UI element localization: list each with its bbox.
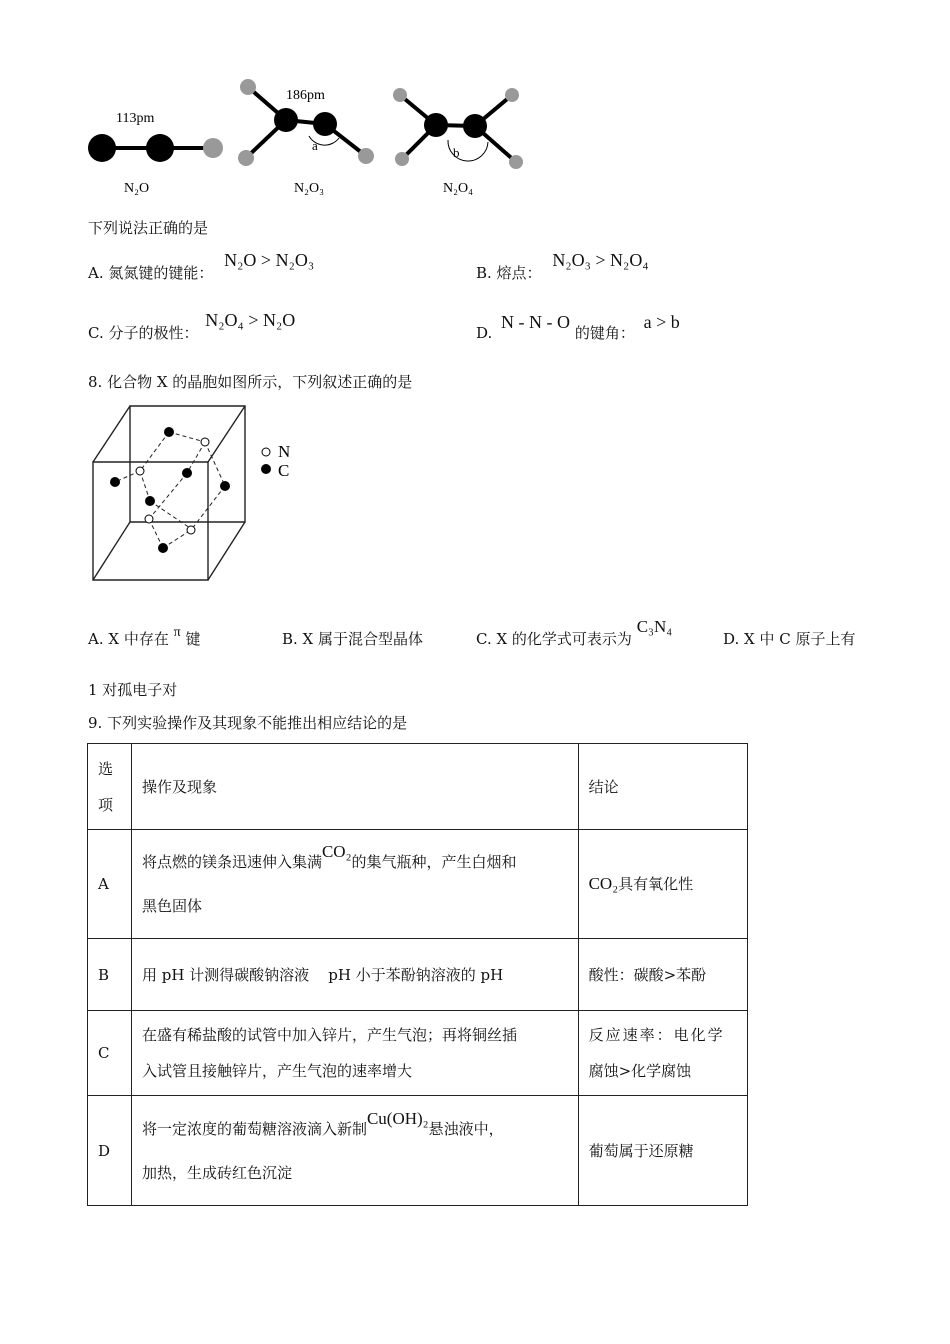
q8-stem: 8. 化合物 X 的晶胞如图所示，下列叙述正确的是 [88, 373, 413, 391]
row-operation-line2: 加热，生成砖红色沉淀 [141, 1163, 292, 1182]
q7-option-c-label: C. 分子的极性： [88, 324, 199, 342]
row-conclusion-line2: 腐蚀>化学腐蚀 [588, 1062, 692, 1080]
header-option-2: 项 [98, 795, 114, 814]
q8-option-c[interactable] [476, 617, 673, 649]
q7-option-a[interactable] [88, 250, 315, 283]
table-row [88, 830, 748, 939]
q8-continuation: 1 对孤电子对 [88, 681, 178, 699]
header-option-1: 选 [98, 759, 114, 778]
n2o3-angle-label: a [312, 138, 318, 153]
table-row [88, 1011, 748, 1096]
n2o3-caption: N₂O₃ [294, 181, 324, 196]
n2o3-molecule [238, 79, 374, 196]
row-conclusion [578, 830, 747, 939]
q7-option-b[interactable] [476, 250, 649, 283]
q8-option-a[interactable] [88, 625, 201, 649]
row-option: C [88, 1011, 132, 1096]
op-text-post: 的集气瓶种，产生白烟和 [351, 853, 517, 871]
op-text-pre: 将点燃的镁条迅速伸入集满 [141, 853, 322, 871]
n2o-caption: N₂O [124, 181, 150, 196]
crystal-cell-figure [85, 400, 315, 590]
q9-stem: 9. 下列实验操作及其现象不能推出相应结论的是 [88, 714, 408, 732]
row-option: B [88, 939, 132, 1011]
row-option: A [88, 830, 132, 939]
concl-formula: CO₂ [588, 874, 619, 893]
q7-option-d-formula: N - N - O [501, 312, 571, 332]
legend-n-label: N [278, 442, 291, 461]
row-operation-line2: 黑色固体 [141, 897, 202, 915]
table-header-row [88, 744, 748, 830]
q7-option-b-label: B. 熔点： [476, 264, 542, 282]
q8-option-c-formula: C₃N₄ [636, 617, 673, 636]
n2o-molecule [88, 111, 223, 196]
n2o3-bond-length: 186pm [286, 88, 325, 103]
q7-option-d[interactable] [476, 312, 680, 343]
q7-option-c-formula: N₂O₄ > N₂O [205, 310, 296, 330]
header-operation: 操作及现象 [131, 744, 578, 830]
q9-table [87, 743, 748, 1206]
row-conclusion: 酸性：碳酸>苯酚 [578, 939, 747, 1011]
q8-option-d[interactable]: D. X 中 C 原子上有 [723, 630, 856, 648]
op-text-post: 悬浊液中， [428, 1119, 504, 1138]
n2o-bond-length: 113pm [116, 111, 155, 126]
n2o4-angle-label: b [453, 145, 460, 160]
q7-option-d-label: D. [476, 324, 493, 342]
q7-option-d-formula2: a > b [643, 312, 680, 332]
row-operation: 用 pH 计测得碳酸钠溶液 pH 小于苯酚钠溶液的 pH [131, 939, 578, 1011]
q8-option-a-label: A. X 中存在 [88, 630, 169, 648]
table-row [88, 1096, 748, 1206]
legend-c-label: C [278, 461, 290, 480]
row-conclusion: 葡萄属于还原糖 [578, 1096, 747, 1206]
row-operation-line2: 入试管且接触锌片，产生气泡的速率增大 [141, 1062, 412, 1080]
concl-text: 具有氧化性 [618, 875, 694, 893]
crystal-legend [261, 442, 290, 480]
q8-option-a-symbol: π [173, 625, 181, 640]
q7-option-a-label: A. 氮氮键的键能： [88, 264, 214, 282]
q8-option-a-tail: 键 [185, 630, 201, 648]
q7-option-b-formula: N₂O₃ > N₂O₄ [552, 250, 649, 270]
row-operation [131, 1096, 578, 1206]
row-conclusion-line1: 反应速率：电化学 [588, 1026, 725, 1044]
q7-option-d-tail: 的键角： [574, 324, 635, 342]
q7-stem: 下列说法正确的是 [88, 219, 209, 237]
row-option: D [88, 1096, 132, 1206]
row-operation-line1 [142, 840, 568, 884]
n2o4-molecule [393, 88, 523, 196]
n2o4-caption: N₂O₄ [443, 181, 473, 196]
row-operation-line1 [142, 1107, 568, 1151]
row-operation [131, 1011, 578, 1096]
row-operation [131, 830, 578, 939]
op-formula: Cu(OH)₂ [366, 1108, 429, 1128]
op-formula: CO₂ [321, 842, 352, 861]
table-row [88, 939, 748, 1011]
op-text-pre: 将一定浓度的葡萄糖溶液滴入新制 [141, 1119, 367, 1138]
header-conclusion: 结论 [578, 744, 747, 830]
q7-option-c[interactable] [88, 310, 296, 343]
molecule-figures [80, 70, 540, 210]
q8-option-c-label: C. X 的化学式可表示为 [476, 630, 632, 648]
row-operation-line1: 在盛有稀盐酸的试管中加入锌片，产生气泡；再将铜丝插 [141, 1026, 517, 1044]
header-option [88, 744, 132, 830]
q7-option-a-formula: N₂O > N₂O₃ [224, 250, 315, 270]
q8-option-b[interactable]: B. X 属于混合型晶体 [282, 630, 424, 648]
row-conclusion [578, 1011, 747, 1096]
